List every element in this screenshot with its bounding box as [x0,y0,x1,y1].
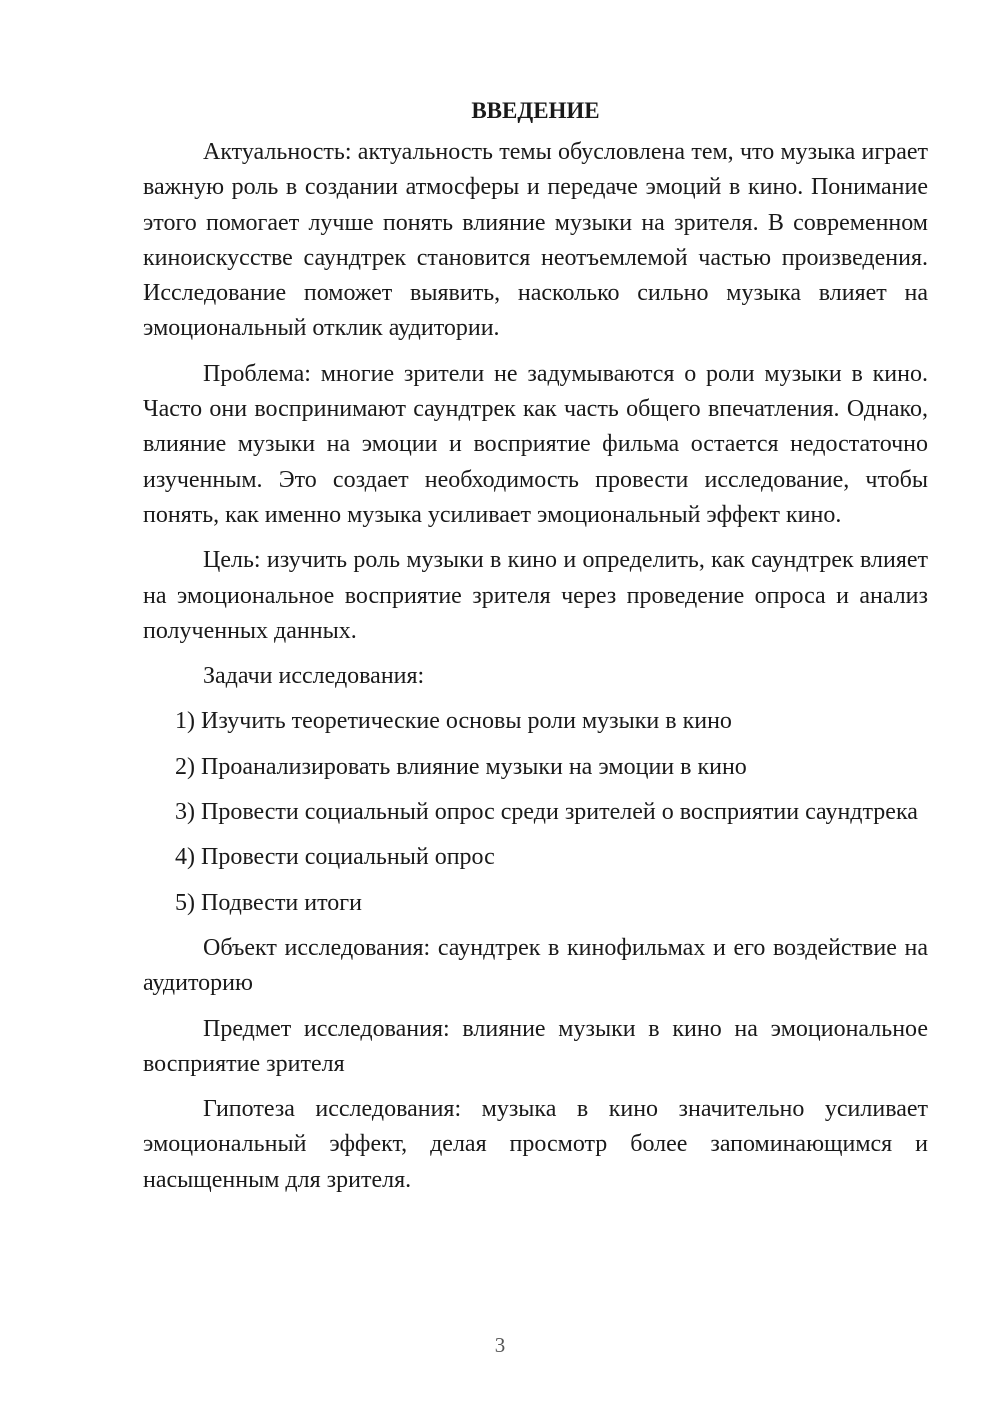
problem-paragraph: Проблема: многие зрители не задумываются о роли музыки в кино. Часто они воспринимают саундтрек как часть общего впечатления. Однако, влияние музыки на эмоции и восприятие фильма остается недостаточно изученным. Это создает необходимость провести исследование, чтобы понять, как именно музыка усиливает эмоциональный эффект кино. [143,360,928,528]
relevance-paragraph: Актуальность: актуальность темы обусловлена тем, что музыка играет важную роль в создании атмосферы и передаче эмоций в кино. Понимание этого помогает лучше понять влияние музыки на зрителя. В современном киноискусстве саундтрек становится неотъемлемой частью произведения. Исследование поможет выявить, насколько сильно музыка влияет на эмоциональный отклик аудитории. [143,139,928,342]
page-content [143,93,928,1208]
subject-paragraph: Предмет исследования: влияние музыки в кино на эмоциональное восприятие зрителя [143,1015,928,1077]
page-number: 3 [494,1333,506,1357]
task-item: 4) Провести социальный опрос [175,844,495,871]
goal-paragraph: Цель: изучить роль музыки в кино и определить, как саундтрек влияет на эмоциональное восприятие зрителя через проведение опроса и анализ полученных данных. [143,547,928,644]
task-item: 5) Подвести итоги [175,889,362,916]
task-item: 3) Провести социальный опрос среди зрителей о восприятии саундтрека [175,799,918,826]
task-item: 1) Изучить теоретические основы роли музыки в кино [175,708,732,735]
tasks-heading: Задачи исследования: [203,663,425,690]
hypothesis-paragraph: Гипотеза исследования: музыка в кино значительно усиливает эмоциональный эффект, делая просмотр более запоминающимся и насыщенным для зрителя. [143,1096,928,1193]
task-item: 2) Проанализировать влияние музыки на эмоции в кино [175,753,747,780]
object-paragraph: Объект исследования: саундтрек в кинофильмах и его воздействие на аудиторию [143,934,928,997]
page-title: ВВЕДЕНИЕ [471,98,600,123]
